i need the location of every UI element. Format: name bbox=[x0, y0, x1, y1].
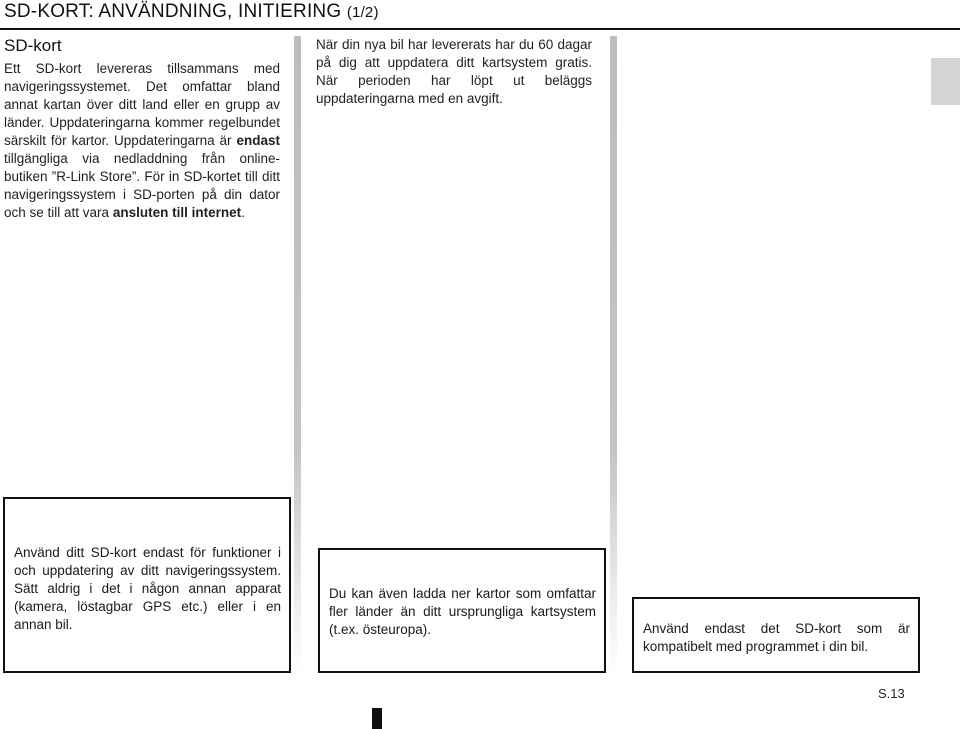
left-text-1: Ett SD-kort levereras tillsammans med navigeringssystemet. Det omfattar bland annat kartan över ditt land eller en grupp av länder. Uppdateringarna kommer regelbundet särskilt för kartor. Uppdateringarna är bbox=[4, 61, 280, 148]
note-text: Du kan även ladda ner kartor som omfattar fler länder än ditt ursprungliga kartsystem (t.ex. östeuropa). bbox=[329, 586, 596, 637]
right-column-text: När din nya bil har levererats har du 60 dagar på dig att uppdatera ditt kartsystem gratis. När perioden har löpt ut beläggs uppdateringarna med en avgift. bbox=[316, 37, 592, 106]
note-box-more-maps bbox=[318, 548, 606, 673]
left-text-bold-endast: endast bbox=[236, 133, 280, 148]
note-text: Använd ditt SD-kort endast för funktioner i och uppdatering av ditt navigeringssystem. Sätt aldrig i det i någon annan apparat (kamera, löstagbar GPS etc.) eller i en annan bil. bbox=[14, 545, 281, 632]
column-divider-left bbox=[294, 36, 301, 676]
left-text-2: tillgängliga via nedladdning från online-butiken ”R-Link Store”. För in SD-kortet till ditt navigeringssystem i SD-porten på din dator och se till att vara bbox=[4, 151, 280, 220]
left-text-end: . bbox=[241, 205, 245, 220]
note-text: Använd endast det SD-kort som är kompatibelt med programmet i din bil. bbox=[643, 621, 910, 654]
column-divider-right bbox=[610, 36, 617, 676]
left-column-text bbox=[4, 60, 280, 222]
page-mark bbox=[372, 708, 382, 729]
page-title-text: SD-KORT: ANVÄNDNING, INITIERING bbox=[4, 1, 342, 22]
side-tab-marker bbox=[931, 58, 960, 105]
title-rule bbox=[0, 28, 960, 30]
section-heading: SD-kort bbox=[4, 36, 62, 55]
left-text-bold-internet: ansluten till internet bbox=[112, 205, 242, 220]
note-box-sd-usage bbox=[3, 497, 291, 673]
page-title-part: (1/2) bbox=[346, 4, 379, 21]
page-title bbox=[4, 1, 379, 23]
page-number: S.13 bbox=[878, 686, 905, 701]
note-box-compatible-card bbox=[632, 597, 920, 673]
